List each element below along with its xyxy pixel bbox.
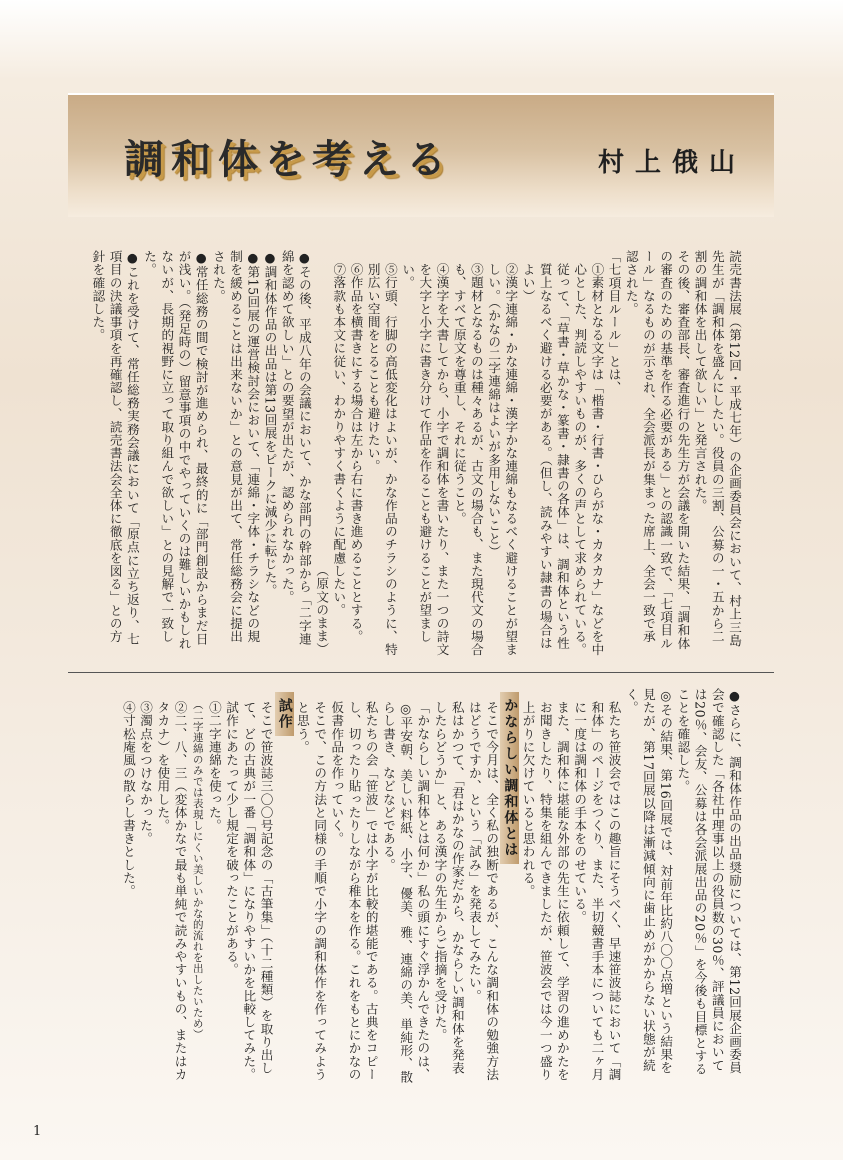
bullet-item: ●第15回展の運営検討会において、「連綿・字体・チラシなどの規制を緩めることは出来ないか」との意見が出て、常任総務会に提出された。 bbox=[210, 250, 261, 644]
paragraph: そこで、この方法と同様の手順で小字の調和体作を作ってみようと思う。 bbox=[294, 700, 328, 1081]
bullet-item: ●さらに、調和体作品の出品奨励については、第12回展企画委員会で確認した「各社中理事以上の役員数の30％、評議員においては20％、会友、公募は各会派展出品の20％」を今後も目標とすることを確認した。 bbox=[675, 688, 742, 1076]
trial-item: ②二、八、三（変体かなで最も単純で読みやすいもの、またはカタカナ）を使用した。 bbox=[155, 700, 188, 1081]
bullet-item: ●その後、平成八年の会議において、かな部門の幹部から「二字連綿を認めて欲しい」との要望が出たが、認められなかった。 bbox=[279, 250, 312, 646]
rule-item: ②漢字連綿・かな連綿・漢字かな連綿もなるべく避けることが望ましい。（かなの二字連綿はよいが多用しないこと） bbox=[486, 262, 519, 656]
rule-item: ⑥作品を横書きにする場合は左から右に書き進めることとする。 bbox=[348, 262, 364, 643]
paragraph: 私はかつて、「君はかなの作家だから、かならしい調和体を発表したらどうか」と、ある漢字の先生からご指摘を受けた。 bbox=[432, 700, 465, 1075]
paragraph: 試作にあたって少し規定を破ったことがある。 bbox=[224, 700, 240, 976]
page-number: 1 bbox=[33, 1124, 42, 1139]
bullet-item: ●常任総務の間で検討が進められ、最終的に「部門創設からまだ日が浅い。（発足時の）留意事項の中でやっていくのは難しいかもしれないが、長期的視野に立って取り組んで欲しい」との見解で一致した。 bbox=[142, 250, 209, 650]
paragraph: 「かならしい調和体とは何か」私の頭にすぐ浮かんできたのは、◎平安朝、美しい料紙、小字、優美、雅、連綿の美、単純形、散らし書き、などなどである。 bbox=[380, 700, 431, 1083]
article-author: 村上俄山 bbox=[598, 148, 747, 178]
article-title: 調和体を考える bbox=[124, 137, 453, 183]
section-divider bbox=[68, 672, 774, 673]
rule-item: ⑦落款も本文に従い、わかりやすく書くように配慮したい。 bbox=[331, 262, 347, 617]
bullet-item: ●調和体作品の出品は第13回展をピークに減少に転じた。 bbox=[262, 250, 278, 597]
paragraph: 「七項目ルール」とは、 bbox=[606, 250, 622, 395]
trial-item: ③濁点をつけなかった。 bbox=[138, 700, 154, 845]
rule-item: ③題材となるものは種々あるが、古文の場合も、また現代文の場合も、すべて原文を尊重し、それに従うこと。 bbox=[451, 262, 484, 656]
paragraph: また、調和体に堪能な外部の先生に依頼して、学習の進めかたをお聞きしたり、特集を組んできましたが、笹波会では今一つ盛り上がりに欠けていると思われる。 bbox=[520, 700, 570, 1081]
rule-item: ⑤行頭、行脚の高低変化はよいが、かな作品のチラシのように、特別広い空間をとることも避けたい。 bbox=[365, 262, 398, 656]
bullet-item: ●これを受けて、常任総務実務会議において「原点に立ち返り、七項目の決議事項を再確認し、読売書法会全体に徹底を図る」との方針を確認した。 bbox=[90, 250, 140, 646]
section-heading-kanarashii: かならしい調和体とは bbox=[500, 692, 519, 864]
source-note: （原文のまま） bbox=[314, 564, 330, 656]
rule-item: ①素材となる文字は「楷書・行書・ひらがな・カタカナ」などを中心とした、判読しやすいものが、多くの声として求められている。従って、「草書・草かな・篆書・隷書の各体」は、調和体という性質上なるべく避ける必要がある。（但し、読みやすい隷書の場合はよい） bbox=[520, 262, 605, 656]
upper-text-column bbox=[63, 250, 743, 656]
paragraph: その後、審査部長、審査進行の先生方が会議を開いた結果、「調和体の審査のための基準を作る必要がある」との認識一致で、「七項目ルール」なるものが示され、全会派長が集まった席上、全会一致で承認された。 bbox=[623, 250, 691, 650]
bullet-item: ◎その結果、第16回展では、対前年比約八〇〇点増という結果を見たが、第17回展以降は漸減傾向に歯止めがかからない状態が続く。 bbox=[623, 688, 674, 1075]
trial-item: ④寸松庵風の散らし書きとした。 bbox=[120, 700, 136, 898]
paragraph: 私たち笹波会ではこの趣旨にそうべく、早速笹波誌において「調和体」のページをつくり、また、半切競書手本についても二ヶ月に一度は調和体の手本をのせている。 bbox=[572, 700, 622, 1081]
rule-item: ④漢字を大書してから、小字で調和体を書いたり、また一つの詩文を大字と小字に書き分けて作品を作ることも避けることが望ましい。 bbox=[400, 262, 450, 656]
paragraph: 私たちの会「笹波」では小字が比較的堪能である。古典をコピーし、切ったり貼ったりしながら稚本を作る。これをもとにかなの仮書作品を作っていく。 bbox=[329, 700, 379, 1081]
section-heading-shisaku: 試作 bbox=[275, 692, 294, 736]
paragraph: 読売書法展（第12回・平成七年）の企画委員会において、村上三島先生が「調和体を盛んにしたい。役員の三割、公募の一・五から二割の調和体を出して欲しい」と発言された。 bbox=[692, 250, 742, 647]
paragraph: そこで今月は、全く私の独断であるが、こんな調和体の勉強方法はどうですか、という「試み」を発表してみたい。 bbox=[466, 700, 500, 1081]
paragraph: そこで笹波誌三〇〇号記念の「古筆集」（十二種類）を取り出して、どの古典が一番「調和体」になりやすいかを比較してみた。 bbox=[241, 700, 274, 1081]
trial-item: ①二字連綿を使った。 bbox=[206, 700, 222, 832]
trial-note: （二字連綿のみでは表現しにくい美しいかな的流れを出したいため） bbox=[191, 698, 204, 1040]
lower-text-column bbox=[63, 688, 743, 1083]
